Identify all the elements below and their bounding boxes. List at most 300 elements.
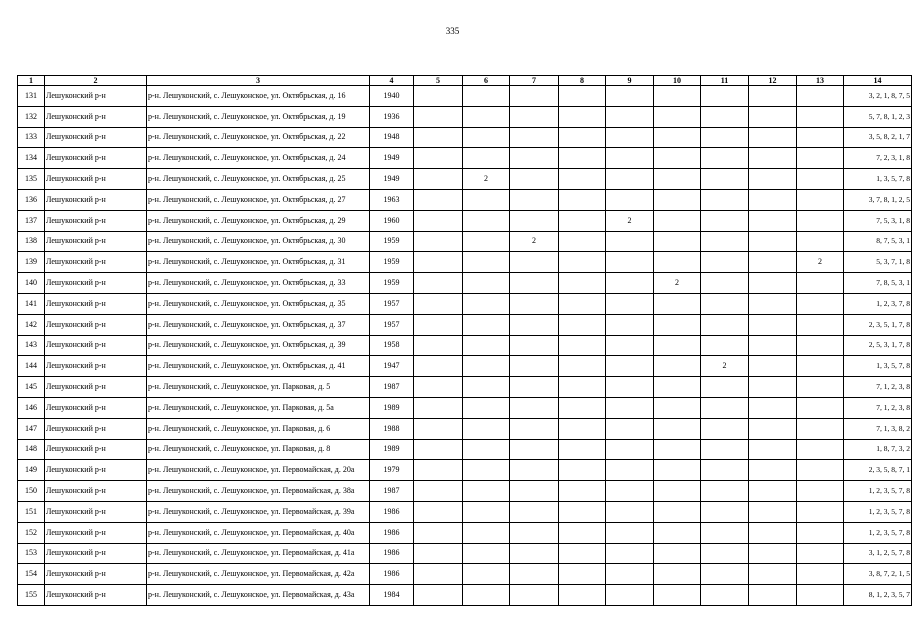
district-cell: Лешуконский р-н [45, 439, 147, 460]
column-6-cell [463, 460, 510, 481]
column-13-cell: 2 [797, 252, 844, 273]
column-14-cell: 3, 5, 8, 2, 1, 7 [844, 127, 912, 148]
column-6-cell [463, 273, 510, 294]
column-13-cell [797, 501, 844, 522]
column-11-cell [701, 501, 749, 522]
district-cell: Лешуконский р-н [45, 314, 147, 335]
column-14-cell: 2, 3, 5, 1, 7, 8 [844, 314, 912, 335]
column-12-cell [749, 585, 797, 606]
column-14-cell: 7, 5, 3, 1, 8 [844, 210, 912, 231]
column-14-cell: 7, 1, 2, 3, 8 [844, 377, 912, 398]
column-10-cell [654, 86, 701, 107]
column-8-cell [559, 397, 606, 418]
column-11-cell [701, 564, 749, 585]
row-number: 136 [18, 189, 45, 210]
row-number: 138 [18, 231, 45, 252]
column-5-cell [414, 169, 463, 190]
column-5-cell [414, 439, 463, 460]
column-12-cell [749, 501, 797, 522]
column-10-cell [654, 189, 701, 210]
column-7-cell [510, 314, 559, 335]
column-11-cell [701, 231, 749, 252]
table-row [18, 397, 912, 418]
column-9-cell [606, 397, 654, 418]
column-9-cell [606, 481, 654, 502]
column-7-cell [510, 564, 559, 585]
address-cell: р-н. Лешуконский, с. Лешуконское, ул. Первомайская, д. 43а [147, 585, 370, 606]
column-12-cell [749, 543, 797, 564]
column-11-cell [701, 481, 749, 502]
column-7-cell [510, 543, 559, 564]
column-12-cell [749, 169, 797, 190]
column-5-cell [414, 397, 463, 418]
column-9-cell [606, 501, 654, 522]
column-5-cell [414, 418, 463, 439]
column-14-cell: 8, 1, 2, 3, 5, 7 [844, 585, 912, 606]
table-row [18, 252, 912, 273]
column-14-cell: 7, 8, 5, 3, 1 [844, 273, 912, 294]
column-12-cell [749, 106, 797, 127]
column-14-cell: 3, 8, 7, 2, 1, 5 [844, 564, 912, 585]
row-number: 150 [18, 481, 45, 502]
column-6-cell [463, 106, 510, 127]
row-number: 155 [18, 585, 45, 606]
column-6-cell [463, 397, 510, 418]
column-6-cell [463, 252, 510, 273]
column-11-cell [701, 314, 749, 335]
column-12-cell [749, 460, 797, 481]
column-9-cell [606, 252, 654, 273]
address-cell: р-н. Лешуконский, с. Лешуконское, ул. Первомайская, д. 40а [147, 522, 370, 543]
column-6-cell [463, 127, 510, 148]
column-9-cell [606, 335, 654, 356]
column-5-cell [414, 460, 463, 481]
column-14-cell: 3, 2, 1, 8, 7, 5 [844, 86, 912, 107]
column-6-cell [463, 148, 510, 169]
year-cell: 1949 [370, 148, 414, 169]
column-12-cell [749, 564, 797, 585]
column-11-cell [701, 252, 749, 273]
column-7-cell [510, 585, 559, 606]
column-5-cell [414, 522, 463, 543]
column-12-cell [749, 314, 797, 335]
column-10-cell [654, 585, 701, 606]
table-row [18, 86, 912, 107]
column-7-cell [510, 335, 559, 356]
row-number: 140 [18, 273, 45, 294]
row-number: 137 [18, 210, 45, 231]
column-8-cell [559, 522, 606, 543]
column-14-cell: 1, 2, 3, 5, 7, 8 [844, 522, 912, 543]
column-12-cell [749, 127, 797, 148]
column-7-cell [510, 522, 559, 543]
table-row [18, 335, 912, 356]
column-7-cell [510, 169, 559, 190]
column-7-cell [510, 273, 559, 294]
column-5-cell [414, 273, 463, 294]
column-5-cell [414, 189, 463, 210]
column-12-cell [749, 481, 797, 502]
row-number: 146 [18, 397, 45, 418]
column-8-cell [559, 210, 606, 231]
column-header-9: 9 [606, 76, 654, 86]
column-5-cell [414, 86, 463, 107]
table-row [18, 501, 912, 522]
table-row [18, 356, 912, 377]
table-body [18, 86, 912, 606]
address-cell: р-н. Лешуконский, с. Лешуконское, ул. Первомайская, д. 38а [147, 481, 370, 502]
column-8-cell [559, 418, 606, 439]
column-14-cell: 2, 5, 3, 1, 7, 8 [844, 335, 912, 356]
column-10-cell [654, 231, 701, 252]
table-row [18, 460, 912, 481]
column-7-cell [510, 210, 559, 231]
column-10-cell [654, 127, 701, 148]
column-14-cell: 1, 3, 5, 7, 8 [844, 356, 912, 377]
column-8-cell [559, 148, 606, 169]
column-5-cell [414, 564, 463, 585]
column-5-cell [414, 127, 463, 148]
column-9-cell [606, 585, 654, 606]
table-row [18, 127, 912, 148]
column-12-cell [749, 439, 797, 460]
district-cell: Лешуконский р-н [45, 522, 147, 543]
column-13-cell [797, 564, 844, 585]
district-cell: Лешуконский р-н [45, 231, 147, 252]
register-table [17, 75, 912, 606]
row-number: 143 [18, 335, 45, 356]
column-10-cell: 2 [654, 273, 701, 294]
column-11-cell [701, 293, 749, 314]
column-6-cell: 2 [463, 169, 510, 190]
column-7-cell [510, 106, 559, 127]
district-cell: Лешуконский р-н [45, 585, 147, 606]
column-10-cell [654, 460, 701, 481]
column-header-3: 3 [147, 76, 370, 86]
column-11-cell [701, 86, 749, 107]
table-row [18, 314, 912, 335]
year-cell: 1986 [370, 501, 414, 522]
column-10-cell [654, 543, 701, 564]
column-10-cell [654, 293, 701, 314]
column-9-cell [606, 314, 654, 335]
column-header-11: 11 [701, 76, 749, 86]
column-7-cell [510, 148, 559, 169]
year-cell: 1957 [370, 293, 414, 314]
year-cell: 1948 [370, 127, 414, 148]
column-10-cell [654, 564, 701, 585]
year-cell: 1988 [370, 418, 414, 439]
column-12-cell [749, 397, 797, 418]
column-10-cell [654, 501, 701, 522]
column-5-cell [414, 377, 463, 398]
column-13-cell [797, 86, 844, 107]
column-8-cell [559, 439, 606, 460]
table-row [18, 481, 912, 502]
column-13-cell [797, 439, 844, 460]
district-cell: Лешуконский р-н [45, 481, 147, 502]
address-cell: р-н. Лешуконский, с. Лешуконское, ул. Парковая, д. 6 [147, 418, 370, 439]
column-6-cell [463, 481, 510, 502]
column-10-cell [654, 148, 701, 169]
column-8-cell [559, 231, 606, 252]
year-cell: 1947 [370, 356, 414, 377]
column-9-cell [606, 106, 654, 127]
district-cell: Лешуконский р-н [45, 252, 147, 273]
column-8-cell [559, 585, 606, 606]
year-cell: 1989 [370, 397, 414, 418]
column-13-cell [797, 293, 844, 314]
row-number: 135 [18, 169, 45, 190]
column-11-cell [701, 106, 749, 127]
column-6-cell [463, 231, 510, 252]
year-cell: 1949 [370, 169, 414, 190]
column-7-cell: 2 [510, 231, 559, 252]
row-number: 142 [18, 314, 45, 335]
column-11-cell [701, 169, 749, 190]
column-11-cell [701, 397, 749, 418]
column-5-cell [414, 481, 463, 502]
row-number: 147 [18, 418, 45, 439]
column-6-cell [463, 293, 510, 314]
column-9-cell [606, 356, 654, 377]
column-7-cell [510, 418, 559, 439]
address-cell: р-н. Лешуконский, с. Лешуконское, ул. Октябрьская, д. 19 [147, 106, 370, 127]
column-header-10: 10 [654, 76, 701, 86]
address-cell: р-н. Лешуконский, с. Лешуконское, ул. Октябрьская, д. 33 [147, 273, 370, 294]
page-number: 335 [445, 26, 460, 36]
column-5-cell [414, 293, 463, 314]
column-10-cell [654, 210, 701, 231]
column-8-cell [559, 481, 606, 502]
row-number: 133 [18, 127, 45, 148]
column-6-cell [463, 501, 510, 522]
column-8-cell [559, 127, 606, 148]
column-8-cell [559, 293, 606, 314]
column-7-cell [510, 460, 559, 481]
column-11-cell [701, 210, 749, 231]
district-cell: Лешуконский р-н [45, 293, 147, 314]
column-7-cell [510, 377, 559, 398]
address-cell: р-н. Лешуконский, с. Лешуконское, ул. Октябрьская, д. 27 [147, 189, 370, 210]
column-13-cell [797, 522, 844, 543]
district-cell: Лешуконский р-н [45, 501, 147, 522]
table-row [18, 148, 912, 169]
table-row [18, 377, 912, 398]
column-7-cell [510, 189, 559, 210]
column-9-cell [606, 439, 654, 460]
column-7-cell [510, 127, 559, 148]
district-cell: Лешуконский р-н [45, 273, 147, 294]
column-6-cell [463, 335, 510, 356]
column-10-cell [654, 439, 701, 460]
address-cell: р-н. Лешуконский, с. Лешуконское, ул. Октябрьская, д. 35 [147, 293, 370, 314]
column-9-cell [606, 522, 654, 543]
address-cell: р-н. Лешуконский, с. Лешуконское, ул. Октябрьская, д. 31 [147, 252, 370, 273]
row-number: 139 [18, 252, 45, 273]
column-14-cell: 7, 2, 3, 1, 8 [844, 148, 912, 169]
table-row [18, 231, 912, 252]
table-row [18, 293, 912, 314]
column-10-cell [654, 481, 701, 502]
column-8-cell [559, 106, 606, 127]
column-6-cell [463, 86, 510, 107]
column-13-cell [797, 231, 844, 252]
column-12-cell [749, 335, 797, 356]
year-cell: 1989 [370, 439, 414, 460]
column-12-cell [749, 210, 797, 231]
address-cell: р-н. Лешуконский, с. Лешуконское, ул. Октябрьская, д. 24 [147, 148, 370, 169]
column-header-12: 12 [749, 76, 797, 86]
column-11-cell [701, 460, 749, 481]
column-5-cell [414, 252, 463, 273]
column-13-cell [797, 273, 844, 294]
table-row [18, 189, 912, 210]
row-number: 153 [18, 543, 45, 564]
column-14-cell: 3, 7, 8, 1, 2, 5 [844, 189, 912, 210]
column-9-cell [606, 169, 654, 190]
row-number: 154 [18, 564, 45, 585]
column-5-cell [414, 106, 463, 127]
column-13-cell [797, 148, 844, 169]
address-cell: р-н. Лешуконский, с. Лешуконское, ул. Октябрьская, д. 25 [147, 169, 370, 190]
column-7-cell [510, 86, 559, 107]
column-header-7: 7 [510, 76, 559, 86]
address-cell: р-н. Лешуконский, с. Лешуконское, ул. Первомайская, д. 39а [147, 501, 370, 522]
year-cell: 1940 [370, 86, 414, 107]
column-6-cell [463, 543, 510, 564]
column-13-cell [797, 106, 844, 127]
column-14-cell: 7, 1, 3, 8, 2 [844, 418, 912, 439]
address-cell: р-н. Лешуконский, с. Лешуконское, ул. Октябрьская, д. 37 [147, 314, 370, 335]
column-11-cell [701, 335, 749, 356]
column-13-cell [797, 418, 844, 439]
year-cell: 1963 [370, 189, 414, 210]
table-row [18, 585, 912, 606]
column-14-cell: 5, 7, 8, 1, 2, 3 [844, 106, 912, 127]
year-cell: 1986 [370, 522, 414, 543]
district-cell: Лешуконский р-н [45, 564, 147, 585]
district-cell: Лешуконский р-н [45, 127, 147, 148]
column-7-cell [510, 397, 559, 418]
column-11-cell [701, 273, 749, 294]
table-header-row [18, 76, 912, 86]
row-number: 151 [18, 501, 45, 522]
table-row [18, 522, 912, 543]
row-number: 152 [18, 522, 45, 543]
row-number: 148 [18, 439, 45, 460]
column-7-cell [510, 481, 559, 502]
year-cell: 1986 [370, 564, 414, 585]
column-10-cell [654, 252, 701, 273]
column-13-cell [797, 460, 844, 481]
column-9-cell [606, 86, 654, 107]
column-5-cell [414, 585, 463, 606]
column-6-cell [463, 356, 510, 377]
column-5-cell [414, 543, 463, 564]
column-5-cell [414, 231, 463, 252]
column-9-cell [606, 231, 654, 252]
column-14-cell: 5, 3, 7, 1, 8 [844, 252, 912, 273]
district-cell: Лешуконский р-н [45, 397, 147, 418]
column-13-cell [797, 335, 844, 356]
column-5-cell [414, 356, 463, 377]
district-cell: Лешуконский р-н [45, 189, 147, 210]
column-9-cell [606, 189, 654, 210]
column-13-cell [797, 397, 844, 418]
year-cell: 1958 [370, 335, 414, 356]
column-11-cell [701, 439, 749, 460]
column-12-cell [749, 522, 797, 543]
address-cell: р-н. Лешуконский, с. Лешуконское, ул. Парковая, д. 5а [147, 397, 370, 418]
column-11-cell [701, 418, 749, 439]
column-8-cell [559, 189, 606, 210]
column-7-cell [510, 252, 559, 273]
column-8-cell [559, 273, 606, 294]
column-9-cell [606, 273, 654, 294]
column-13-cell [797, 481, 844, 502]
address-cell: р-н. Лешуконский, с. Лешуконское, ул. Первомайская, д. 20а [147, 460, 370, 481]
address-cell: р-н. Лешуконский, с. Лешуконское, ул. Октябрьская, д. 41 [147, 356, 370, 377]
address-cell: р-н. Лешуконский, с. Лешуконское, ул. Октябрьская, д. 29 [147, 210, 370, 231]
column-14-cell: 1, 2, 3, 5, 7, 8 [844, 481, 912, 502]
column-9-cell [606, 460, 654, 481]
column-header-8: 8 [559, 76, 606, 86]
column-9-cell [606, 377, 654, 398]
column-10-cell [654, 377, 701, 398]
row-number: 132 [18, 106, 45, 127]
column-9-cell [606, 148, 654, 169]
table-row [18, 543, 912, 564]
column-7-cell [510, 501, 559, 522]
year-cell: 1936 [370, 106, 414, 127]
column-13-cell [797, 356, 844, 377]
column-11-cell [701, 189, 749, 210]
column-5-cell [414, 148, 463, 169]
address-cell: р-н. Лешуконский, с. Лешуконское, ул. Парковая, д. 5 [147, 377, 370, 398]
column-12-cell [749, 273, 797, 294]
column-5-cell [414, 314, 463, 335]
table-row [18, 564, 912, 585]
year-cell: 1959 [370, 252, 414, 273]
row-number: 141 [18, 293, 45, 314]
row-number: 145 [18, 377, 45, 398]
column-12-cell [749, 377, 797, 398]
column-13-cell [797, 377, 844, 398]
year-cell: 1979 [370, 460, 414, 481]
column-10-cell [654, 522, 701, 543]
district-cell: Лешуконский р-н [45, 335, 147, 356]
column-12-cell [749, 418, 797, 439]
column-5-cell [414, 501, 463, 522]
district-cell: Лешуконский р-н [45, 106, 147, 127]
column-8-cell [559, 169, 606, 190]
column-8-cell [559, 460, 606, 481]
column-header-4: 4 [370, 76, 414, 86]
column-13-cell [797, 543, 844, 564]
column-8-cell [559, 543, 606, 564]
column-14-cell: 7, 1, 2, 3, 8 [844, 397, 912, 418]
year-cell: 1987 [370, 481, 414, 502]
column-14-cell: 1, 3, 5, 7, 8 [844, 169, 912, 190]
column-13-cell [797, 189, 844, 210]
column-6-cell [463, 189, 510, 210]
column-6-cell [463, 210, 510, 231]
column-7-cell [510, 356, 559, 377]
address-cell: р-н. Лешуконский, с. Лешуконское, ул. Первомайская, д. 42а [147, 564, 370, 585]
column-header-14: 14 [844, 76, 912, 86]
column-12-cell [749, 252, 797, 273]
